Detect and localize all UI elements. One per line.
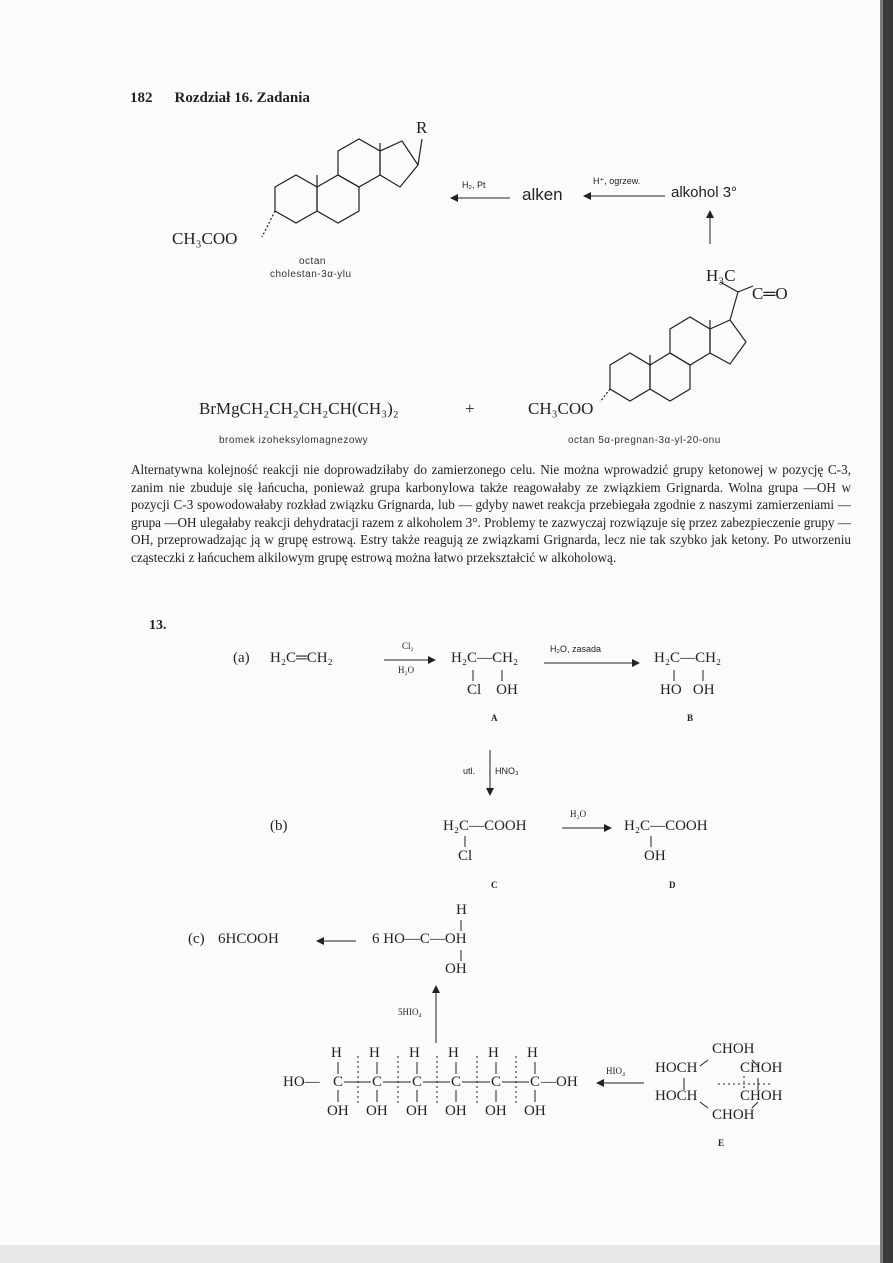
compound-d-bottom: OH — [644, 848, 666, 864]
alkene-label: alken — [522, 185, 563, 204]
ring-left-1: HOCH — [655, 1060, 698, 1076]
reagent-h2o-b: H₂O — [570, 809, 587, 819]
pregnan-name: octan 5α-pregnan-3α-yl-20-onu — [568, 435, 721, 446]
chain-oh-1: OH — [327, 1103, 349, 1119]
arrow-to-formic — [316, 936, 356, 946]
oxidation-left: utl. — [463, 766, 476, 776]
ring-bonds — [660, 1050, 800, 1120]
chain-c-2: C — [372, 1074, 383, 1090]
reagent-cl2: Cl₂ — [402, 641, 414, 651]
chain-h-5: H — [488, 1045, 499, 1061]
orthoform-oh: OH — [445, 961, 467, 977]
arrow1-reagent: H₂, Pt — [462, 180, 486, 190]
ethylene: H₂C═CH₂ — [270, 650, 333, 666]
ring-left-2: HOCH — [655, 1088, 698, 1104]
ring-bottom: CHOH — [712, 1107, 755, 1123]
page-header — [130, 90, 310, 107]
chain-ho-prefix: HO— — [283, 1074, 320, 1090]
explanation-paragraph — [131, 461, 851, 567]
chain-oh-5: OH — [485, 1103, 507, 1119]
arrow-chlorohydrin — [384, 655, 436, 665]
r-substituent: R — [416, 118, 428, 137]
compound-b-bonds — [671, 670, 711, 682]
compound-a-top: H₂C—CH₂ — [451, 650, 519, 666]
label-compound-d: D — [669, 880, 676, 890]
compound-a-bonds — [470, 670, 510, 682]
product-name-line1: octan — [299, 256, 326, 267]
compound-a-bottom: Cl OH — [467, 682, 518, 698]
reagent-h2o: H₂O — [398, 665, 415, 675]
grignard-name: bromek izoheksylomagnezowy — [219, 435, 369, 446]
arrow-up-grignard — [704, 210, 716, 246]
arrow-oxidation — [485, 750, 495, 796]
compound-c-bond — [462, 836, 470, 848]
chain-oh-6: OH — [524, 1103, 546, 1119]
reagent-hio4: HIO₄ — [606, 1066, 626, 1076]
oxidation-right: HNO₃ — [495, 766, 519, 776]
chain-c-4: C — [451, 1074, 462, 1090]
chain-bonds — [320, 1062, 550, 1122]
plus-sign: + — [465, 399, 475, 418]
ring-right-2: CHOH — [740, 1088, 783, 1104]
chain-h-4: H — [448, 1045, 459, 1061]
compound-c-bottom: Cl — [458, 848, 473, 864]
compound-d-top: H₂C—COOH — [624, 818, 708, 834]
label-compound-c: C — [491, 880, 498, 890]
chain-c-1: C — [333, 1074, 344, 1090]
reagent-5hio4: 5HIO₄ — [398, 1007, 422, 1017]
cholestane-structure — [240, 125, 440, 250]
arrow-hydrolysis — [544, 658, 640, 668]
methyl-group: H₃C — [706, 266, 736, 285]
chain-c-3: C — [412, 1074, 423, 1090]
page-edge — [880, 0, 893, 1263]
chain-c-5: C — [491, 1074, 502, 1090]
arrow-dehydration — [583, 190, 667, 202]
page-number: 182 — [130, 90, 153, 106]
chain-h-6: H — [527, 1045, 538, 1061]
compound-b-top: H₂C—CH₂ — [654, 650, 722, 666]
reagent-h2o-zasada: H₂O, zasada — [550, 644, 602, 654]
alcohol-label: alkohol 3° — [671, 184, 738, 201]
arrow2-reagent: H⁺, ogrzew. — [593, 176, 641, 186]
label-compound-b: B — [687, 713, 694, 723]
ester-group-2: CH₃COO — [528, 399, 594, 418]
arrow-periodate-up — [431, 985, 441, 1043]
chain-h-2: H — [369, 1045, 380, 1061]
orthoform-h: H — [456, 902, 467, 918]
chain-h-3: H — [409, 1045, 420, 1061]
ester-group-1: CH₃COO — [172, 229, 238, 248]
formic-acid: 6HCOOH — [218, 931, 279, 947]
arrow-hydrogenation — [450, 192, 512, 204]
label-compound-a: A — [491, 713, 498, 723]
orthoform-mid: 6 HO—C—OH — [372, 931, 467, 947]
ring-right-1: CHOH — [740, 1060, 783, 1076]
carbonyl-group: C═O — [752, 284, 788, 303]
arrow-hio4 — [596, 1078, 644, 1088]
label-c: (c) — [188, 931, 205, 947]
chain-oh-3: OH — [406, 1103, 428, 1119]
paragraph-text: Alternatywna kolejność reakcji nie doprowadziłaby do zamierzonego celu. Nie można wprowadzić grupy ketonowej w pozycję C-3, zanim nie zbuduje się łańcucha, ponieważ grupa karbonylowa także reagowałaby ze związkiem Grignarda. Wolna grupa —OH w pozycji C-3 spowodowałaby rozkład związku Grignarda, lub — gdyby nawet reakcja przebiegała zgodnie z naszymi zamierzeniami — grupa —OH ulegałaby reakcji dehydratacji razem z alkoholem 3°. Problemy te zazwyczaj rozwiązuje się przez zabezpieczenie grupy —OH, przeprowadzając ją w grupę estrową. Estry także reagują ze związkami Grignarda, lecz nie tak szybko jak ketony. Po utworzeniu cząsteczki z łańcuchem alkilowym grupę estrową można łatwo przekształcić w alkoholową. — [131, 462, 851, 565]
label-a: (a) — [233, 650, 250, 666]
chain-oh-suffix: —OH — [541, 1074, 578, 1090]
compound-d-bond — [648, 836, 656, 848]
compound-c-top: H₂C—COOH — [443, 818, 527, 834]
product-name-line2: cholestan-3α-ylu — [270, 269, 352, 280]
pregnan-structure — [590, 280, 800, 415]
compound-b-bottom: HO OH — [660, 682, 715, 698]
grignard-reagent: BrMgCH₂CH₂CH₂CH(CH₃)₂ — [199, 399, 399, 418]
label-compound-e: E — [718, 1138, 725, 1148]
ring-top: CHOH — [712, 1041, 755, 1057]
label-b: (b) — [270, 818, 288, 834]
chapter-title: Rozdział 16. Zadania — [174, 90, 310, 106]
problem-number: 13. — [149, 618, 167, 633]
chain-oh-4: OH — [445, 1103, 467, 1119]
bottom-shade — [0, 1245, 880, 1263]
arrow-substitution — [562, 823, 612, 833]
chain-h-1: H — [331, 1045, 342, 1061]
chain-c-6: C — [530, 1074, 541, 1090]
chain-oh-2: OH — [366, 1103, 388, 1119]
